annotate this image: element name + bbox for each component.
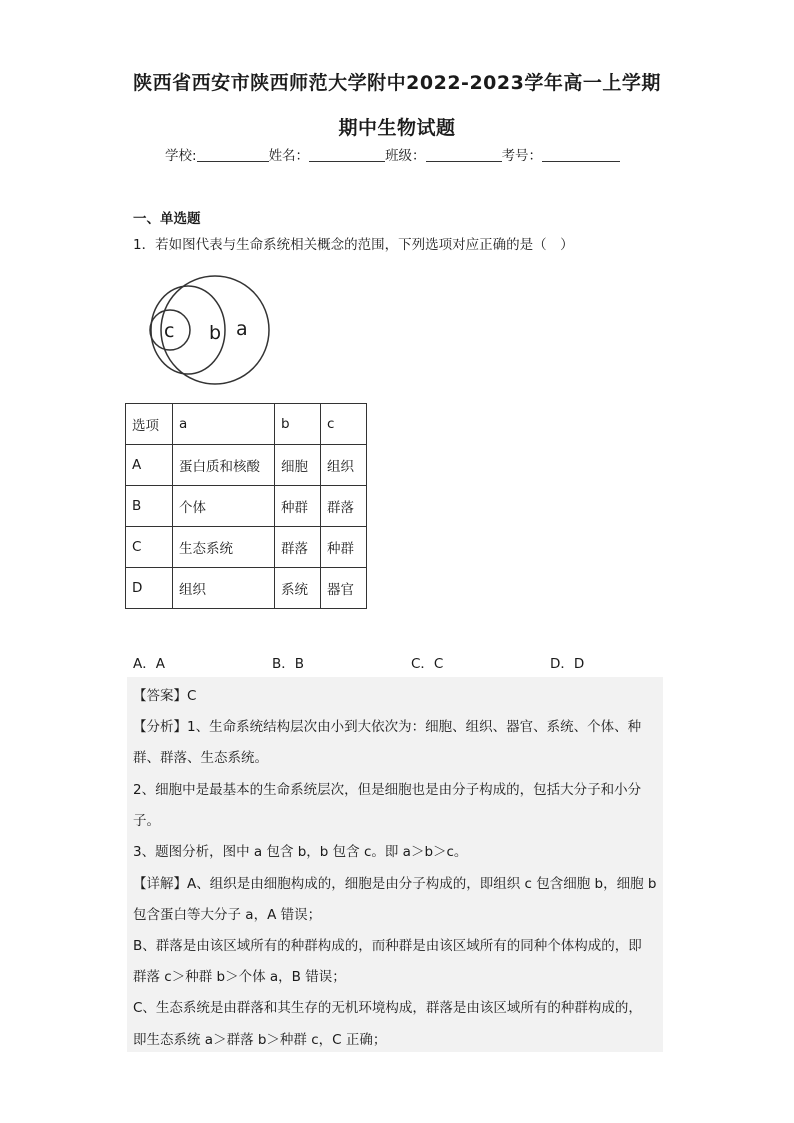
student-info-row [165,144,620,164]
table-cell: 个体 [173,486,275,527]
analysis-line: 3、题图分析，图中 a 包含 b，b 包含 c。即 a＞b＞c。 [133,844,468,860]
table-cell: D [126,568,173,609]
detail-line: 即生态系统 a＞群落 b＞种群 c，C 正确； [133,1032,387,1048]
answer-line: 【答案】C [133,688,197,704]
analysis-line: 【分析】1、生命系统结构层次由小到大依次为：细胞、组织、器官、系统、个体、种 [133,719,642,735]
name-label: 姓名： [268,148,310,164]
question-stem: 1．若如图代表与生命系统相关概念的范围，下列选项对应正确的是（ ） [133,237,574,253]
options-table [125,403,367,609]
detail-line: C、生态系统是由群落和其生存的无机环境构成，群落是由该区域所有的种群构成的， [133,1000,642,1016]
table-cell: 群落 [275,527,321,568]
choice-c[interactable]: C．C [411,656,444,672]
table-cell: 组织 [173,568,275,609]
table-cell: B [126,486,173,527]
section-title: 一、单选题 [133,211,201,227]
table-cell: 蛋白质和核酸 [173,445,275,486]
table-header-cell: b [275,404,321,445]
table-header-cell: c [321,404,367,445]
class-blank[interactable] [426,147,502,162]
choice-a[interactable]: A．A [133,656,165,672]
table-cell: 组织 [321,445,367,486]
table-cell: A [126,445,173,486]
nested-circles-figure [148,274,282,386]
table-cell: 细胞 [275,445,321,486]
choice-d[interactable]: D．D [550,656,585,672]
exam-title-line1: 陕西省西安市陕西师范大学附中2022-2023学年高一上学期 [133,72,661,94]
label-b: b [209,322,222,344]
class-label: 班级： [385,148,426,164]
analysis-line: 子。 [133,813,160,829]
table-header-cell: a [173,404,275,445]
table-cell: 群落 [321,486,367,527]
analysis-line: 2、细胞中是最基本的生命系统层次，但是细胞也是由分子构成的，包括大分子和小分 [133,782,642,798]
detail-line: 包含蛋白等大分子 a，A 错误； [133,907,322,923]
table-cell: 器官 [321,568,367,609]
table-cell: 种群 [321,527,367,568]
number-blank[interactable] [542,147,620,162]
choice-b[interactable]: B．B [272,656,305,672]
table-cell: 种群 [275,486,321,527]
exam-title-line2: 期中生物试题 [338,117,456,139]
name-blank[interactable] [309,147,385,162]
detail-line: B、群落是由该区域所有的种群构成的，而种群是由该区域所有的同种个体构成的，即 [133,938,642,954]
answer-choices [133,652,689,672]
table-cell: 系统 [275,568,321,609]
table-header-row [126,404,367,445]
table-cell: 生态系统 [173,527,275,568]
detail-line: 【详解】A、组织是由细胞构成的，细胞是由分子构成的，即组织 c 包含细胞 b，细胞 b [133,876,657,892]
table-row [126,527,367,568]
school-blank[interactable] [197,147,269,162]
label-c: c [164,320,175,342]
number-label: 考号： [501,148,543,164]
analysis-line: 群、群落、生态系统。 [133,750,268,766]
table-cell: C [126,527,173,568]
table-row [126,568,367,609]
table-row [126,445,367,486]
detail-line: 群落 c＞种群 b＞个体 a，B 错误； [133,969,346,985]
table-header-cell: 选项 [126,404,173,445]
table-row [126,486,367,527]
label-a: a [236,318,248,340]
school-label: 学校: [165,148,197,164]
